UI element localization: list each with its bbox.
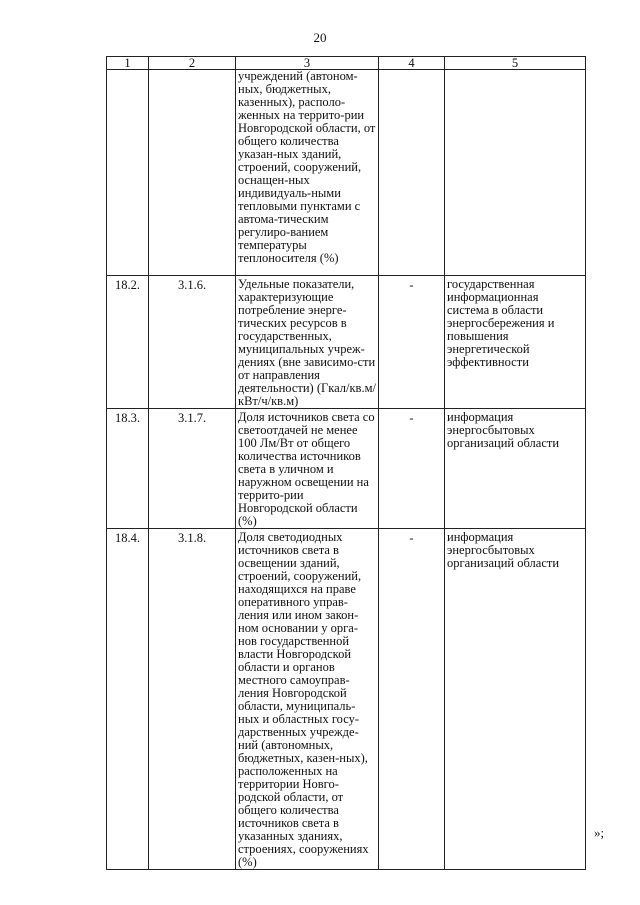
row-number-cell [107,70,149,276]
indicator-text: Доля источников света со светоотдачей не менее 100 Лм/Вт от общего количества источников света в уличном и наружном освещении на террито-рии Новгородской области (%) [238,410,375,528]
column-header-4: 4 [379,57,445,70]
source-text: информация энергосбытовых организаций области [447,410,560,450]
closing-quote-mark: »; [594,825,605,840]
column-header-1: 1 [107,57,149,70]
indicator-cell [236,409,379,529]
col4-cell [379,70,445,276]
source-cell [445,70,586,276]
source-cell [445,529,586,870]
indicator-text: Доля светодиодных источников света в освещении зданий, строений, сооружений, находящихся на праве оперативного управ-ления или ином закон-ном основании у орга-нов государственной власти Новгородской области и органов местного самоуправ-ления Новгородской области, муниципаль-ных и областных госу-дарственных учрежде-ний (автономных, бюджетных, казен-ных), расположенных на территории Новго-родской области, от общего количества источников света в указанных зданиях, строениях, сооружениях (%) [238,530,369,869]
indicator-cell [236,529,379,870]
row-number-cell: 18.4. [107,529,149,870]
indicator-text: учреждений (автоном-ных, бюджетных, казенных), располо-женных на террито-рии Новгородской области, от общего количества указан-ных зданий, строений, сооружений, оснащен-ных индивидуаль-ными тепловыми пунктами с автома-тическим регулиро-ванием температуры теплоносителя (%) [238,69,376,265]
page-number: 20 [313,30,327,45]
column-header-5: 5 [445,57,586,70]
source-text: информация энергосбытовых организаций области [447,530,560,570]
table-row [107,276,586,409]
indicator-cell [236,276,379,409]
row-code-cell: 3.1.6. [149,276,236,409]
table-header-row [107,57,586,70]
col4-cell: - [379,276,445,409]
col4-cell: - [379,529,445,870]
indicators-table [106,56,586,870]
row-number-cell: 18.2. [107,276,149,409]
table-row [107,409,586,529]
row-code-cell: 3.1.8. [149,529,236,870]
source-cell [445,276,586,409]
row-code-cell [149,70,236,276]
column-header-2: 2 [149,57,236,70]
indicator-cell [236,70,379,276]
source-text: государственная информационная система в области энергосбережения и повышения энергетической эффективности [447,277,555,369]
row-number-cell: 18.3. [107,409,149,529]
indicator-text: Удельные показатели, характеризующие потребление энерге-тических ресурсов в государственных, муниципальных учреж-дениях (вне зависимо-сти от направления деятельности) (Гкал/кв.м/кВт/ч/кв.м) [238,277,376,408]
source-cell [445,409,586,529]
row-code-cell: 3.1.7. [149,409,236,529]
column-header-3: 3 [236,57,379,70]
col4-cell: - [379,409,445,529]
table-row [107,529,586,870]
table-row-continuation [107,70,586,276]
